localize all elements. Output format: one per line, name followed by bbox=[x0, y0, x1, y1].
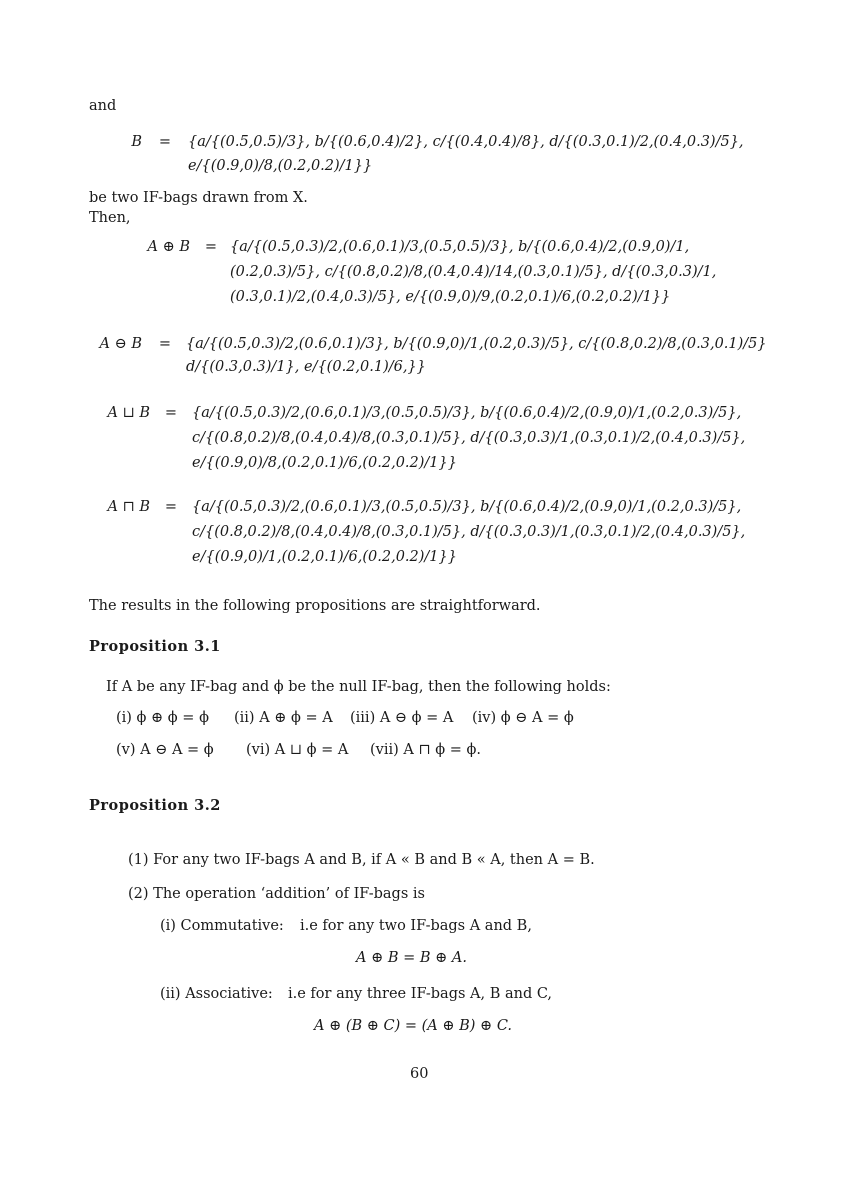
ominus-lhs: A ⊖ B bbox=[99, 336, 142, 352]
results-text: The results in the following propositions are straightforward. bbox=[89, 598, 541, 614]
prop-3-1-iii: (iii) A ⊖ ϕ = A bbox=[350, 710, 454, 726]
prop-3-1-ii: (ii) A ⊕ ϕ = A bbox=[234, 710, 333, 726]
page-number: 60 bbox=[410, 1066, 429, 1082]
ominus-line-2: d/{(0.3,0.3)/1}, e/{(0.2,0.1)/6,}} bbox=[186, 359, 426, 375]
sqcap-line-1: {a/{(0.5,0.3)/2,(0.6,0.1)/3,(0.5,0.5)/3}, b/{(0.6,0.4)/2,(0.9,0)/1,(0.2,0.3)/5}, bbox=[192, 499, 742, 515]
sqcup-eq: = bbox=[164, 405, 178, 421]
sqcup-line-2: c/{(0.8,0.2)/8,(0.4,0.4)/8,(0.3,0.1)/5}, d/{(0.3,0.3)/1,(0.3,0.1)/2,(0.4,0.3)/5}, bbox=[192, 430, 746, 446]
prop-3-1-v: (v) A ⊖ A = ϕ bbox=[116, 742, 214, 758]
then-text: Then, bbox=[89, 210, 131, 226]
prop-3-1-vi: (vi) A ⊔ ϕ = A bbox=[246, 742, 349, 758]
oplus-line-1: {a/{(0.5,0.3)/2,(0.6,0.1)/3,(0.5,0.5)/3}, b/{(0.6,0.4)/2,(0.9,0)/1, bbox=[230, 239, 690, 255]
sqcap-eq: = bbox=[164, 499, 178, 515]
prop-3-1-vii: (vii) A ⊓ ϕ = ϕ. bbox=[370, 742, 481, 758]
b-def-line-1: {a/{(0.5,0.5)/3}, b/{(0.6,0.4)/2}, c/{(0.4,0.4)/8}, d/{(0.3,0.1)/2,(0.4,0.3)/5}, bbox=[188, 134, 744, 150]
sqcup-line-1: {a/{(0.5,0.3)/2,(0.6,0.1)/3,(0.5,0.5)/3}, b/{(0.6,0.4)/2,(0.9,0)/1,(0.2,0.3)/5}, bbox=[192, 405, 742, 421]
sqcap-lhs: A ⊓ B bbox=[107, 499, 150, 515]
prop-3-2-sub-i-eq: A ⊕ B = B ⊕ A. bbox=[356, 950, 467, 966]
prop-3-2-sub-ii-eq: A ⊕ (B ⊕ C) = (A ⊕ B) ⊕ C. bbox=[314, 1018, 513, 1034]
prop-3-2-sub-ii-text: i.e for any three IF-bags A, B and C, bbox=[288, 986, 553, 1002]
prop-3-2-item-2: (2) The operation ‘addition’ of IF-bags is bbox=[128, 886, 425, 902]
prop-3-1-title: Proposition 3.1 bbox=[89, 638, 221, 655]
sqcup-line-3: e/{(0.9,0)/8,(0.2,0.1)/6,(0.2,0.2)/1}} bbox=[192, 455, 457, 471]
sqcap-line-3: e/{(0.9,0)/1,(0.2,0.1)/6,(0.2,0.2)/1}} bbox=[192, 549, 457, 565]
sqcup-lhs: A ⊔ B bbox=[107, 405, 150, 421]
prop-3-1-statement: If A be any IF-bag and ϕ be the null IF-bag, then the following holds: bbox=[106, 679, 611, 695]
be-two-text: be two IF-bags drawn from X. bbox=[89, 190, 308, 206]
prop-3-2-title: Proposition 3.2 bbox=[89, 797, 221, 814]
prop-3-2-item-1: (1) For any two IF-bags A and B, if A « B and B « A, then A = B. bbox=[128, 852, 595, 868]
intro-and: and bbox=[89, 98, 117, 114]
oplus-line-2: (0.2,0.3)/5}, c/{(0.8,0.2)/8,(0.4,0.4)/14,(0.3,0.1)/5}, d/{(0.3,0.3)/1, bbox=[230, 264, 717, 280]
oplus-lhs: A ⊕ B bbox=[147, 239, 190, 255]
oplus-line-3: (0.3,0.1)/2,(0.4,0.3)/5}, e/{(0.9,0)/9,(0.2,0.1)/6,(0.2,0.2)/1}} bbox=[230, 289, 671, 305]
b-def-lhs: B bbox=[131, 134, 142, 150]
prop-3-1-iv: (iv) ϕ ⊖ A = ϕ bbox=[472, 710, 574, 726]
b-def-eq: = bbox=[158, 134, 172, 150]
ominus-line-1: {a/{(0.5,0.3)/2,(0.6,0.1)/3}, b/{(0.9,0)/1,(0.2,0.3)/5}, c/{(0.8,0.2)/8,(0.3,0.1)/5} bbox=[186, 336, 767, 352]
ominus-eq: = bbox=[158, 336, 172, 352]
oplus-eq: = bbox=[204, 239, 218, 255]
prop-3-2-sub-i-label: (i) Commutative: bbox=[160, 918, 284, 934]
prop-3-1-i: (i) ϕ ⊕ ϕ = ϕ bbox=[116, 710, 209, 726]
prop-3-2-sub-ii-label: (ii) Associative: bbox=[160, 986, 273, 1002]
b-def-line-2: e/{(0.9,0)/8,(0.2,0.2)/1}} bbox=[188, 158, 373, 174]
sqcap-line-2: c/{(0.8,0.2)/8,(0.4,0.4)/8,(0.3,0.1)/5}, d/{(0.3,0.3)/1,(0.3,0.1)/2,(0.4,0.3)/5}, bbox=[192, 524, 746, 540]
prop-3-2-sub-i-text: i.e for any two IF-bags A and B, bbox=[300, 918, 532, 934]
